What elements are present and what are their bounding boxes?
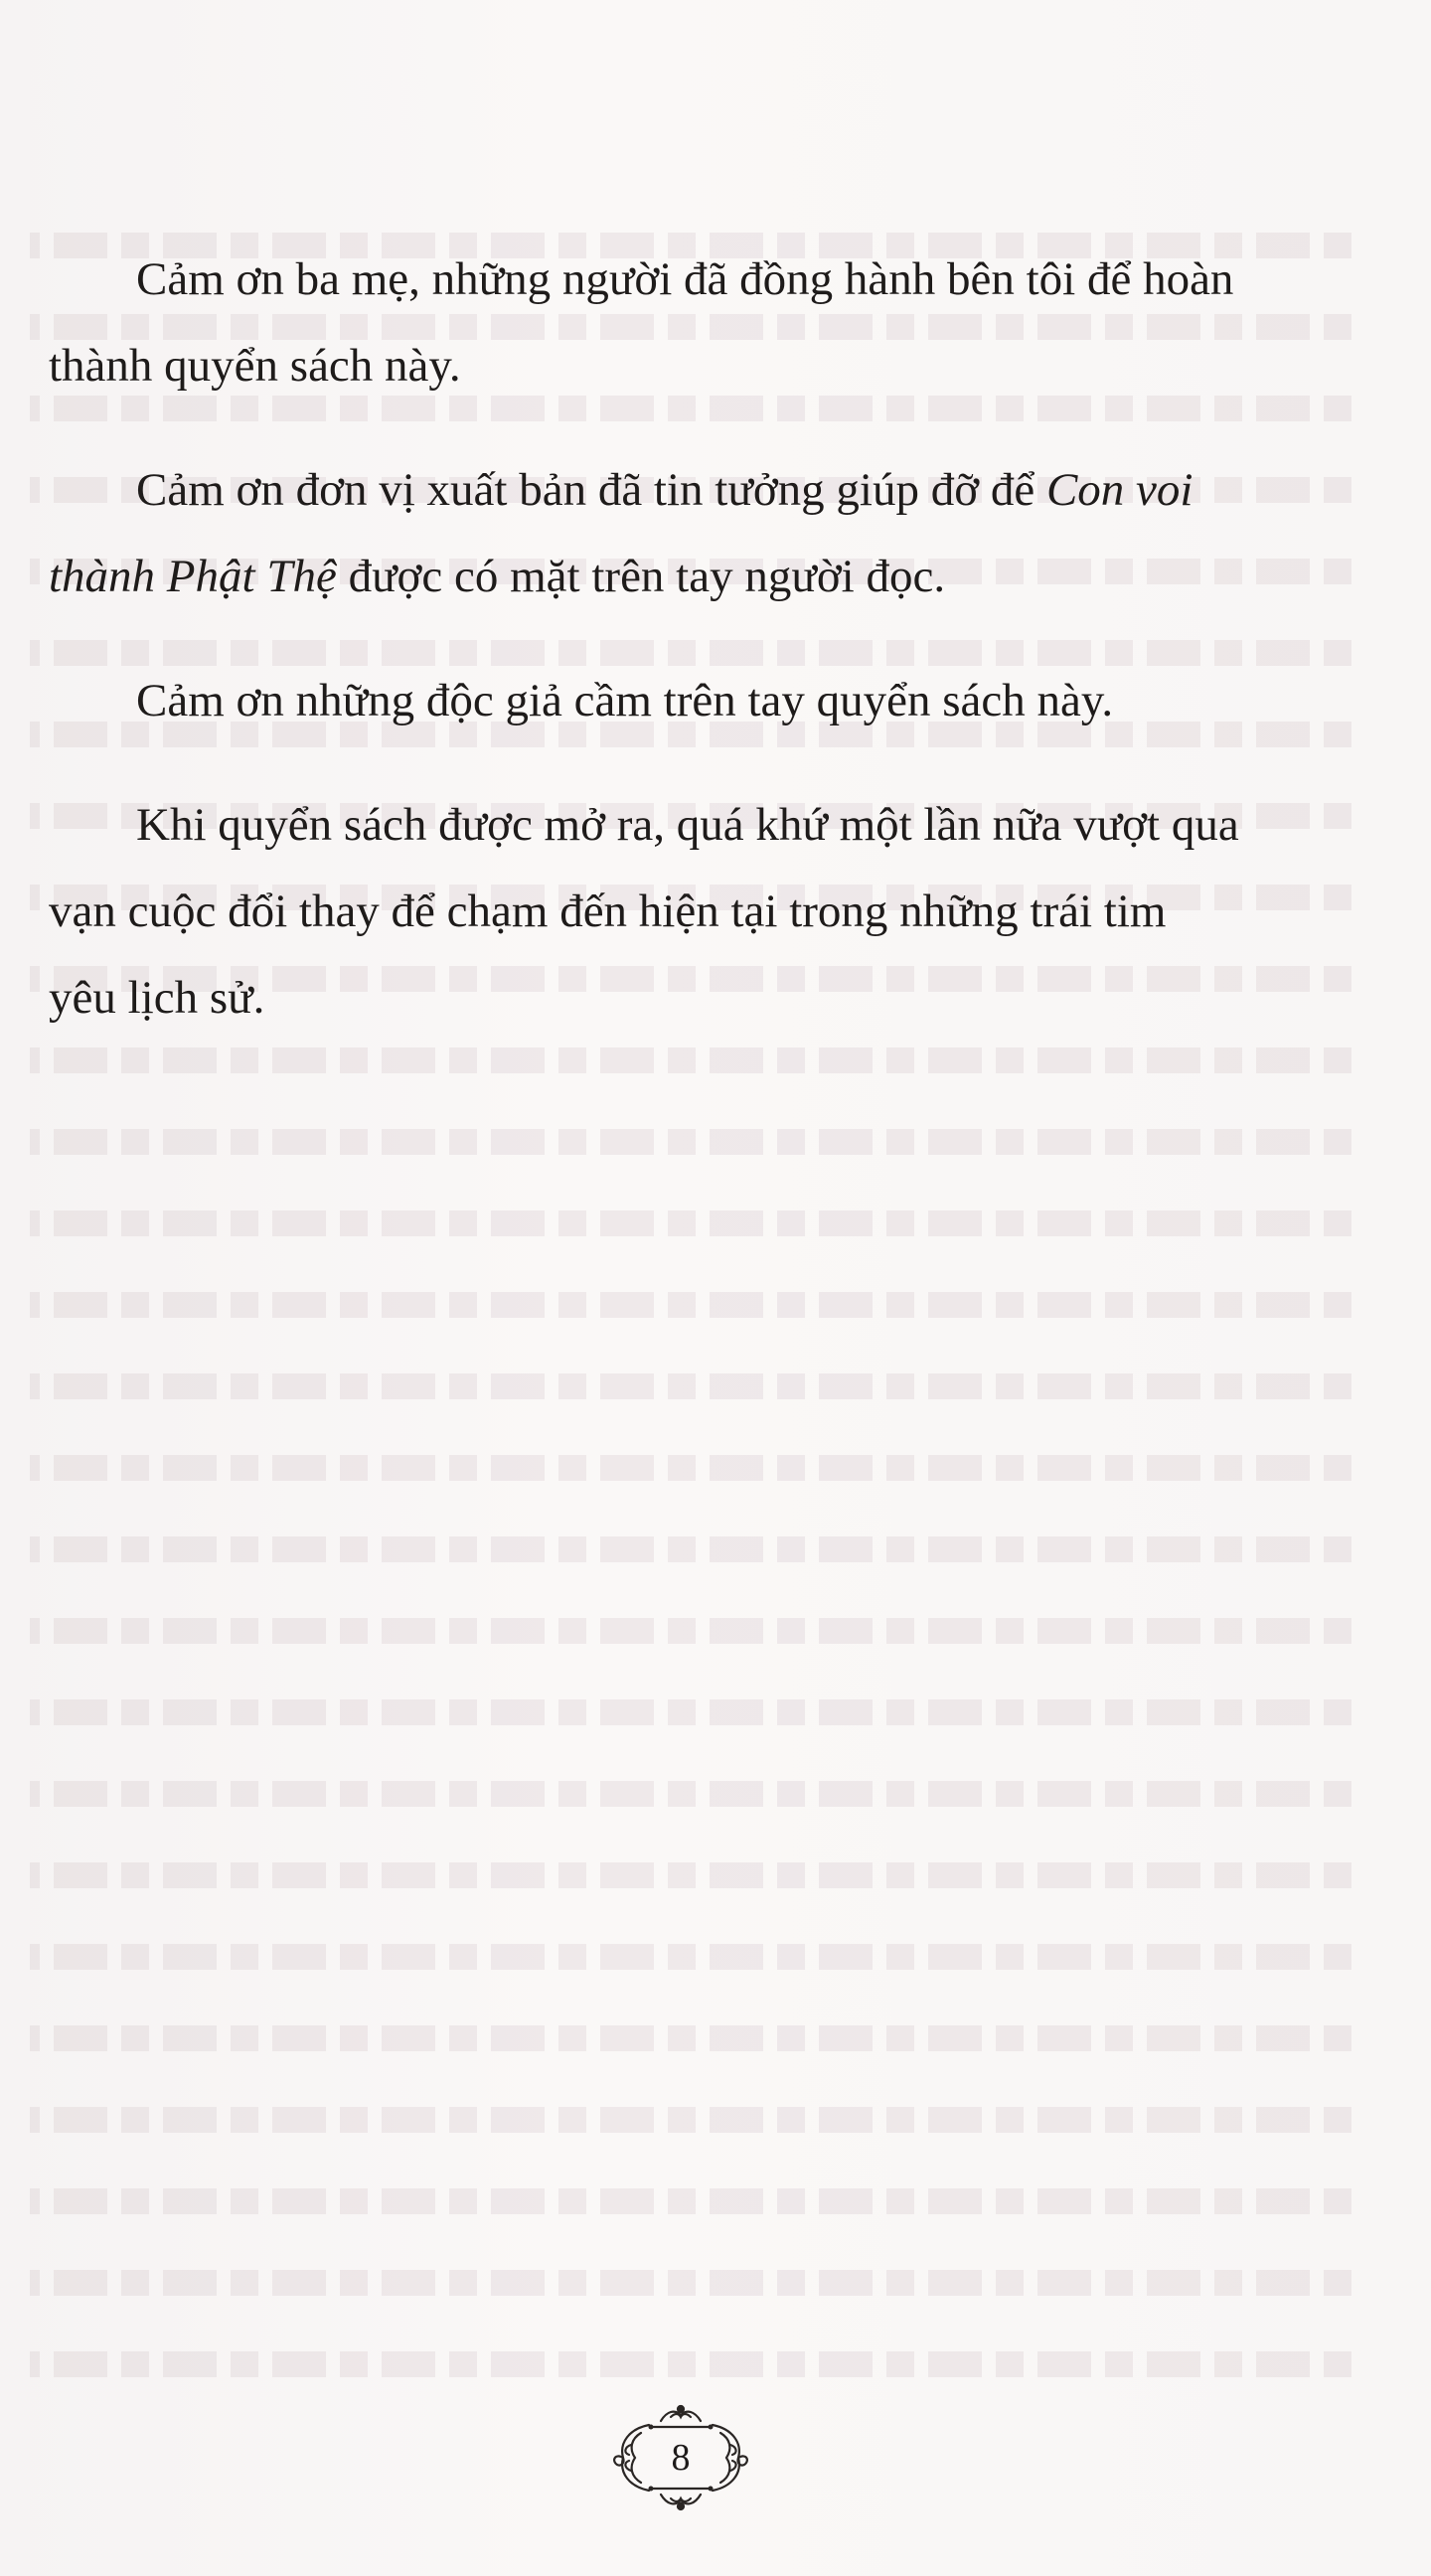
page-footer — [601, 2403, 760, 2512]
text-line — [136, 447, 1344, 534]
text-run: được có mặt trên tay người đọc. — [336, 551, 946, 602]
book-title-italic: Con voi — [1045, 464, 1193, 516]
text-line: vạn cuộc đổi thay để chạm đến hiện tại trong những trái tim — [49, 886, 1167, 937]
paragraph-closing — [49, 782, 1344, 1042]
body-text — [49, 237, 1344, 1079]
paragraph-thanks-publisher — [49, 447, 1344, 620]
text-run: Cảm ơn đơn vị xuất bản đã tin tưởng giúp đỡ để — [136, 464, 1046, 516]
text-line: Cảm ơn ba mẹ, những người đã đồng hành bên tôi để hoàn — [136, 253, 1234, 305]
text-line: yêu lịch sử. — [49, 972, 265, 1024]
paragraph-thanks-parents — [49, 237, 1344, 409]
text-line: thành quyển sách này. — [49, 340, 461, 392]
text-line — [49, 534, 1344, 620]
paragraph-thanks-readers — [136, 658, 1344, 744]
page-number: 8 — [671, 2437, 691, 2479]
text-line: Khi quyển sách được mở ra, quá khứ một lần nữa vượt qua — [136, 799, 1239, 851]
text-line: Cảm ơn những độc giả cầm trên tay quyển sách này. — [136, 675, 1114, 726]
book-title-italic: thành Phật Thệ — [49, 551, 337, 602]
